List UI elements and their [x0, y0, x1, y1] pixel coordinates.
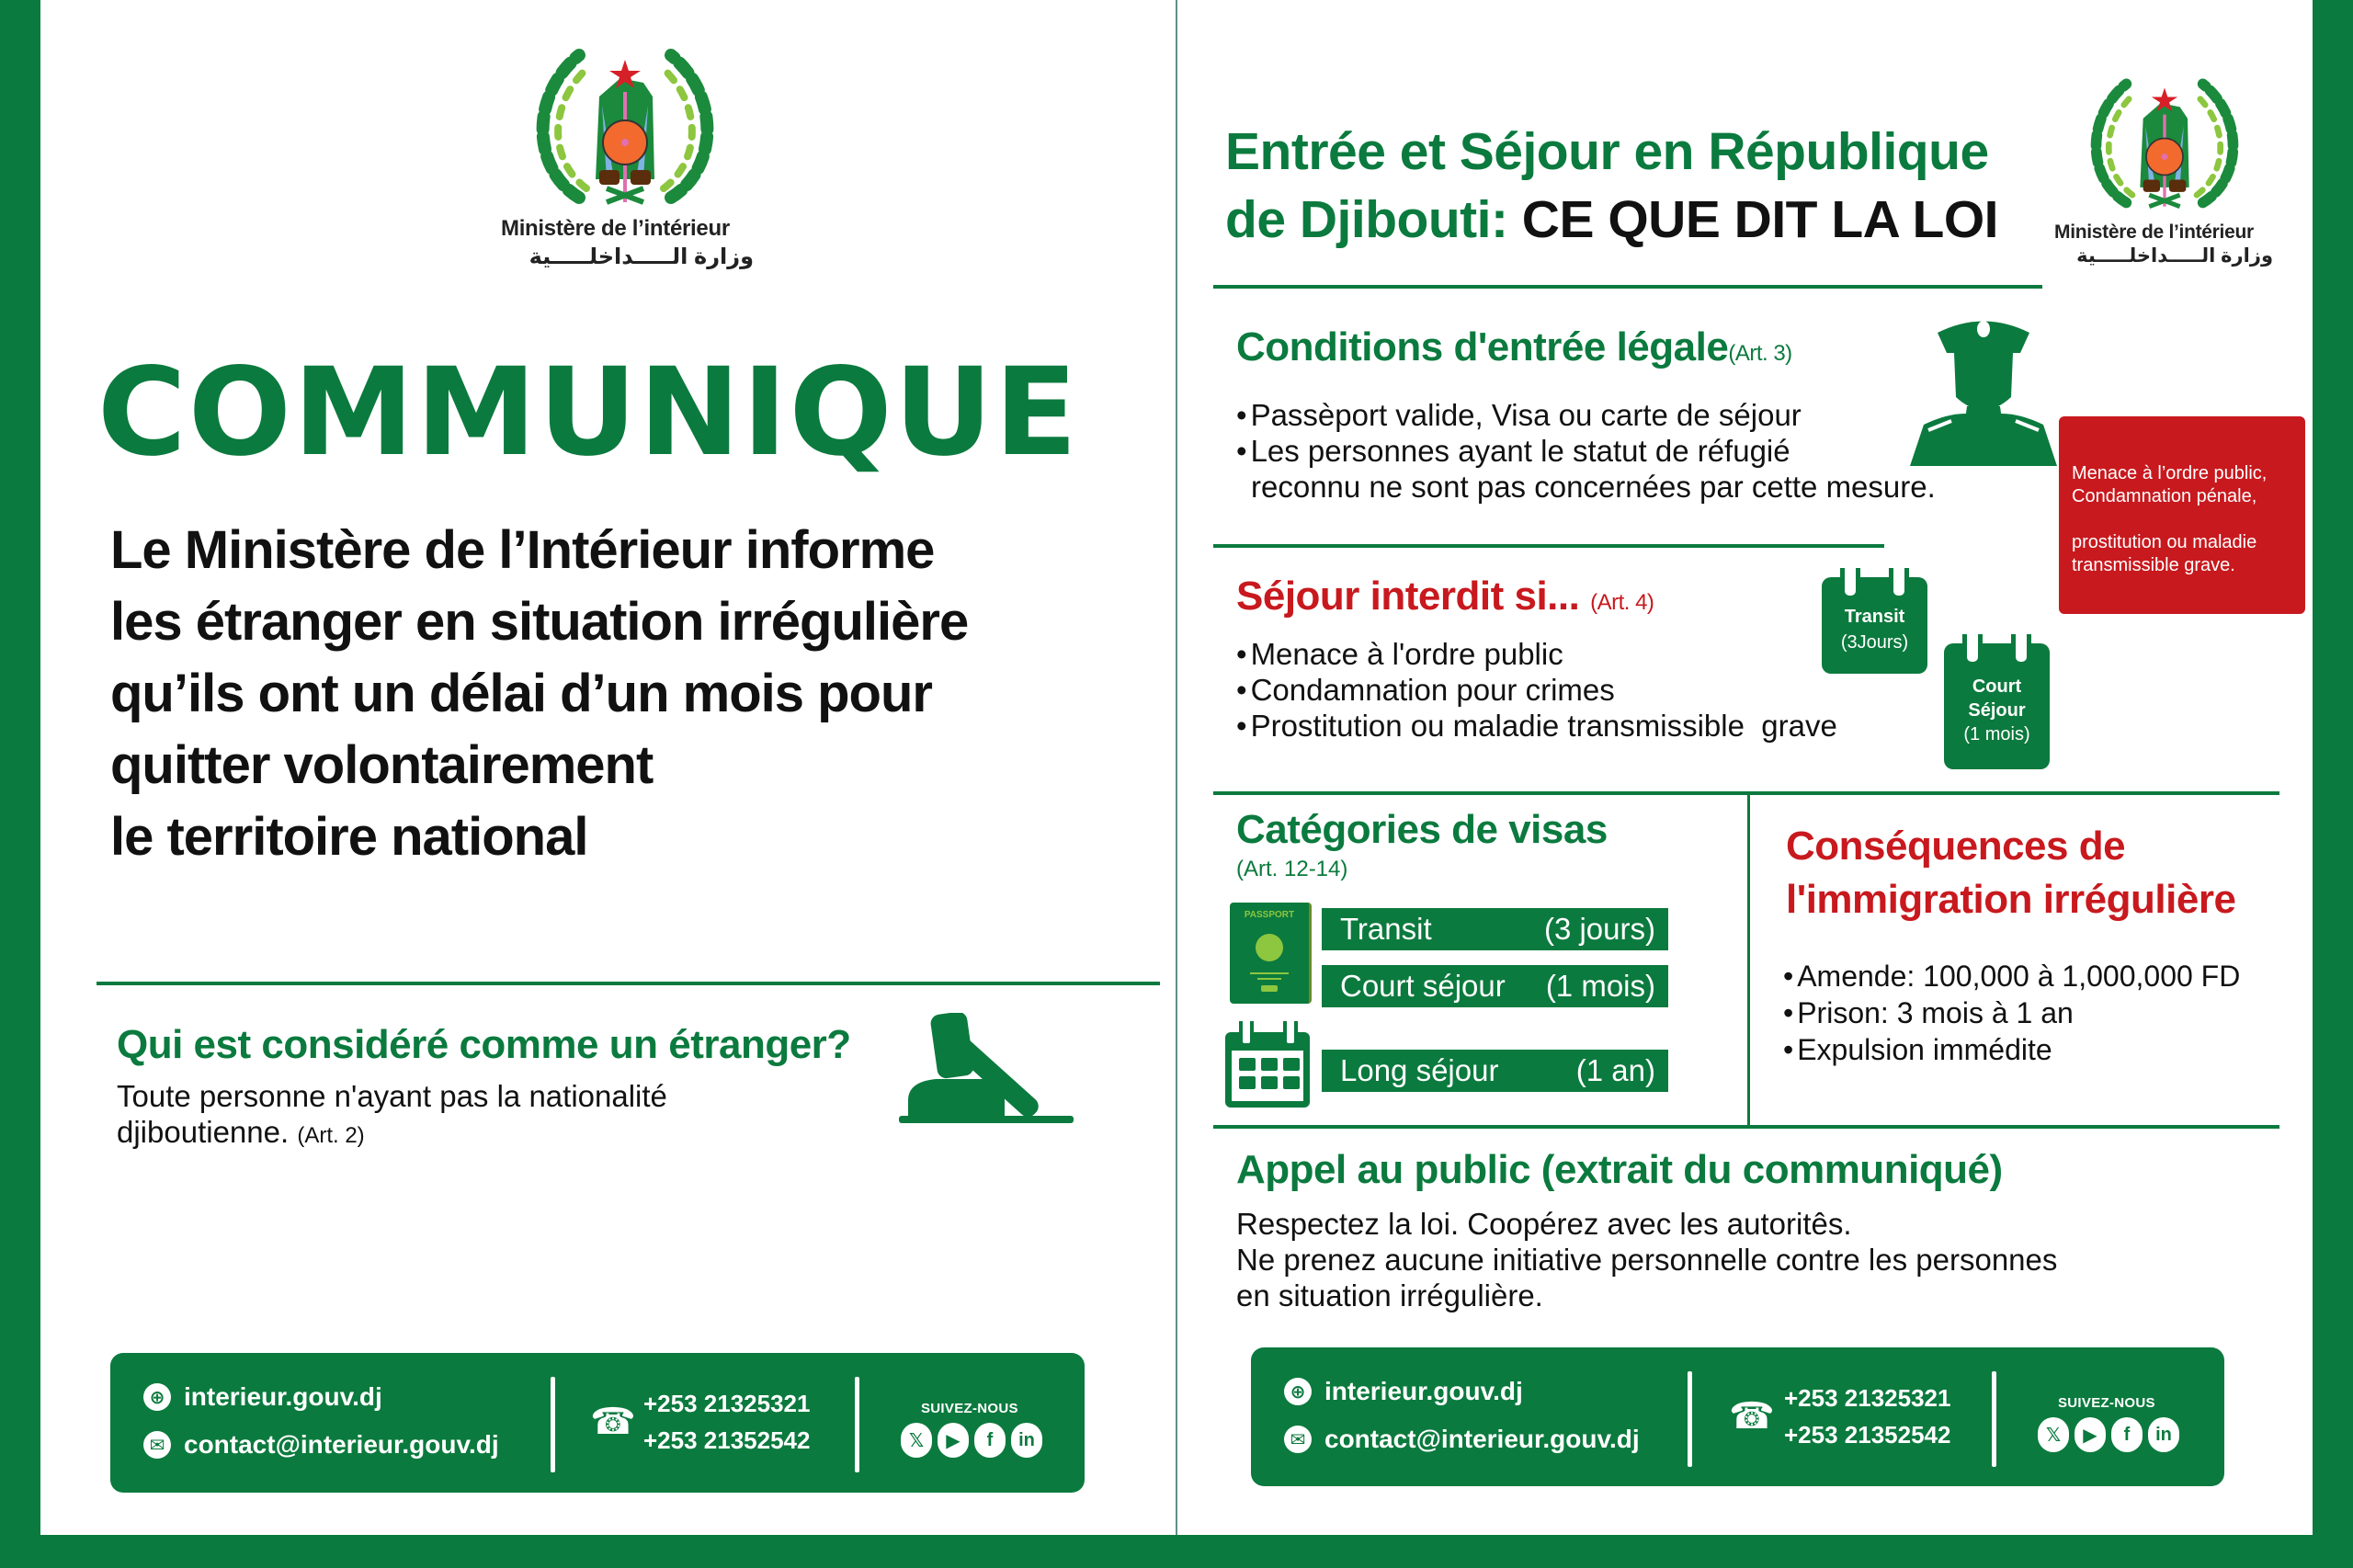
appeal-line: en situation irrégulière.: [1236, 1278, 1543, 1312]
lead-line: quitter volontairement: [110, 735, 654, 795]
consequences-item: • Prison: 3 mois à 1 an: [1783, 994, 2240, 1031]
sejour-item: • Condamnation pour crimes: [1236, 672, 1837, 708]
globe-icon: ⊕: [143, 1383, 171, 1411]
seal-ministry-name-ar: وزارة الـــــداخلـــــية: [2076, 245, 2273, 267]
right-divider-lower: [1213, 1125, 2279, 1129]
consequences-list: [1783, 958, 2240, 1068]
calendar-label: Séjour: [1968, 700, 2026, 721]
callout-line: Condamnation pénale,: [2072, 486, 2257, 506]
contact-footer-right: [1251, 1347, 2224, 1486]
callout-line: Menace à l’ordre public,: [2072, 463, 2268, 483]
calendar-label: (3Jours): [1840, 632, 1909, 653]
conditions-heading-text: Conditions d'entrée légale: [1236, 324, 1729, 369]
footer-website[interactable]: [143, 1382, 382, 1412]
frame-border-left: [0, 0, 40, 1568]
follow-us-label: SUIVEZ-NOUS: [2058, 1395, 2155, 1411]
email-link[interactable]: contact@interieur.gouv.dj: [1324, 1425, 1640, 1453]
right-title-line: de Djibouti:: [1225, 190, 1508, 249]
conditions-list: [1236, 397, 1936, 505]
left-seal: [501, 41, 754, 271]
footer-separator: [551, 1377, 555, 1472]
consequences-item: • Amende: 100,000 à 1,000,000 FD: [1783, 958, 2240, 994]
calendar-label: Court: [1972, 676, 2022, 697]
footer-email[interactable]: [143, 1430, 499, 1460]
visa-name: Transit: [1340, 912, 1432, 946]
callout-line: prostitution ou maladie: [2072, 532, 2257, 552]
right-divider-middle: [1213, 791, 2279, 795]
right-seal: [2054, 72, 2273, 274]
youtube-icon[interactable]: ▶: [2075, 1417, 2106, 1452]
consequences-item: • Expulsion immédite: [1783, 1031, 2240, 1068]
phone-number[interactable]: +253 21352542: [643, 1426, 811, 1454]
appeal-text: [1236, 1206, 2057, 1313]
right-divider-vertical: [1747, 793, 1750, 1126]
right-divider-conditions: [1213, 544, 1884, 548]
conditions-item: • Passèport valide, Visa ou carte de séjour: [1236, 397, 1936, 433]
frame-border-right: [2313, 0, 2353, 1568]
passport-icon: [1230, 903, 1312, 1004]
sejour-heading: [1236, 574, 1654, 619]
x-icon[interactable]: 𝕏: [2038, 1417, 2069, 1452]
frame-border-bottom: [0, 1535, 2353, 1568]
foreigner-text-line: Toute personne n'ayant pas la nationalité: [117, 1079, 667, 1113]
foreigner-heading: Qui est considéré comme un étranger?: [117, 1022, 851, 1067]
consequences-heading: [1786, 820, 2235, 926]
seal-ministry-name-fr: Ministère de l’intérieur: [501, 216, 730, 241]
phone-number[interactable]: +253 21325321: [643, 1390, 811, 1417]
visa-name: Court séjour: [1340, 969, 1506, 1003]
visa-item: [1322, 965, 1668, 1007]
contact-footer-left: [110, 1353, 1085, 1493]
visa-duration: (1 mois): [1545, 969, 1655, 1003]
lead-paragraph: [110, 515, 968, 873]
lead-line: les étranger en situation irrégulière: [110, 592, 969, 652]
email-link[interactable]: contact@interieur.gouv.dj: [184, 1430, 499, 1459]
telephone-icon: ☎: [1729, 1396, 1775, 1437]
sejour-list: [1236, 636, 1837, 744]
visa-duration: (3 jours): [1543, 912, 1655, 946]
social-links: [901, 1423, 1042, 1458]
seal-ministry-name-ar: وزارة الـــــداخلـــــية: [529, 244, 754, 269]
appeal-heading: Appel au public (extrait du communiqué): [1236, 1147, 2003, 1192]
calendar-transit-icon: [1822, 577, 1927, 674]
linkedin-icon[interactable]: in: [2148, 1417, 2179, 1452]
sejour-item: • Menace à l'ordre public: [1236, 636, 1837, 672]
right-title-emphasis: CE QUE DIT LA LOI: [1521, 190, 1999, 249]
right-title: [1225, 118, 1998, 254]
conditions-item: • Les personnes ayant le statut de réfugié: [1236, 433, 1936, 469]
sejour-heading-text: Séjour interdit si...: [1236, 574, 1580, 619]
website-link[interactable]: interieur.gouv.dj: [184, 1382, 382, 1411]
consequences-heading-line: Conséquences de: [1786, 824, 2126, 869]
telephone-icon: ☎: [590, 1402, 636, 1442]
facebook-icon[interactable]: f: [2111, 1417, 2143, 1452]
youtube-icon[interactable]: ▶: [938, 1423, 969, 1458]
left-divider: [97, 982, 1160, 985]
visa-duration: (1 an): [1575, 1053, 1655, 1087]
phone-number[interactable]: +253 21325321: [1784, 1384, 1951, 1412]
foreigner-text: [117, 1078, 667, 1153]
consequences-heading-line: l'immigration irrégulière: [1786, 877, 2236, 922]
lead-line: le territoire national: [110, 807, 588, 867]
follow-us-label: SUIVEZ-NOUS: [921, 1401, 1018, 1416]
website-link[interactable]: interieur.gouv.dj: [1324, 1377, 1523, 1405]
phone-number[interactable]: +253 21352542: [1784, 1421, 1951, 1449]
lead-line: Le Ministère de l’Intérieur informe: [110, 520, 935, 580]
conditions-item-continuation: reconnu ne sont pas concernées par cette mesure.: [1251, 470, 1936, 504]
article-ref: (Art. 3): [1728, 341, 1792, 366]
sejour-item: • Prostitution ou maladie transmissible grave: [1236, 708, 1837, 744]
passport-label: PASSPORT: [1244, 910, 1295, 920]
calendar-court-sejour-icon: [1944, 643, 2050, 769]
mail-icon: ✉: [1284, 1426, 1312, 1453]
right-divider-top: [1213, 285, 2042, 289]
linkedin-icon[interactable]: in: [1011, 1423, 1042, 1458]
coat-of-arms-icon: [515, 41, 735, 216]
calendar-label: Transit: [1844, 607, 1905, 627]
communique-title: COMMUNIQUE: [97, 342, 1080, 483]
appeal-line: Respectez la loi. Coopérez avec les autoritês.: [1236, 1207, 1852, 1241]
lead-line: qu’ils ont un délai d’un mois pour: [110, 664, 932, 723]
calendar-label: (1 mois): [1963, 724, 2030, 744]
seal-ministry-name-fr: Ministère de l’intérieur: [2054, 222, 2254, 243]
footer-separator: [1688, 1371, 1692, 1467]
x-icon[interactable]: 𝕏: [901, 1423, 932, 1458]
page-divider: [1176, 0, 1177, 1535]
restrictions-callout: [2059, 416, 2305, 614]
mail-icon: ✉: [143, 1431, 171, 1459]
article-ref: (Art. 2): [297, 1123, 365, 1148]
globe-icon: [1256, 934, 1283, 961]
facebook-icon[interactable]: f: [974, 1423, 1006, 1458]
callout-line: transmissible grave.: [2072, 555, 2235, 575]
gavel-icon: [899, 1013, 1074, 1132]
police-officer-icon: [1910, 314, 2057, 466]
visa-name: Long séjour: [1340, 1053, 1499, 1087]
visas-article-ref: (Art. 12-14): [1236, 857, 1348, 881]
right-title-line: Entrée et Séjour en République: [1225, 122, 1989, 181]
footer-separator: [855, 1377, 859, 1472]
calendar-icon: [1225, 1032, 1310, 1108]
conditions-heading: [1236, 324, 1792, 370]
visas-heading: Catégories de visas: [1236, 807, 1608, 852]
appeal-line: Ne prenez aucune initiative personnelle contre les personnes: [1236, 1243, 2058, 1277]
coat-of-arms-icon: [2073, 72, 2256, 219]
visa-item: [1322, 908, 1668, 950]
globe-icon: ⊕: [1284, 1378, 1312, 1405]
social-links: [2038, 1417, 2179, 1452]
foreigner-text-line: djiboutienne.: [117, 1115, 290, 1149]
footer-email[interactable]: [1284, 1425, 1640, 1454]
article-ref: (Art. 4): [1590, 590, 1654, 615]
visa-item: [1322, 1050, 1668, 1092]
footer-website[interactable]: [1284, 1377, 1523, 1406]
footer-separator: [1992, 1371, 1996, 1467]
